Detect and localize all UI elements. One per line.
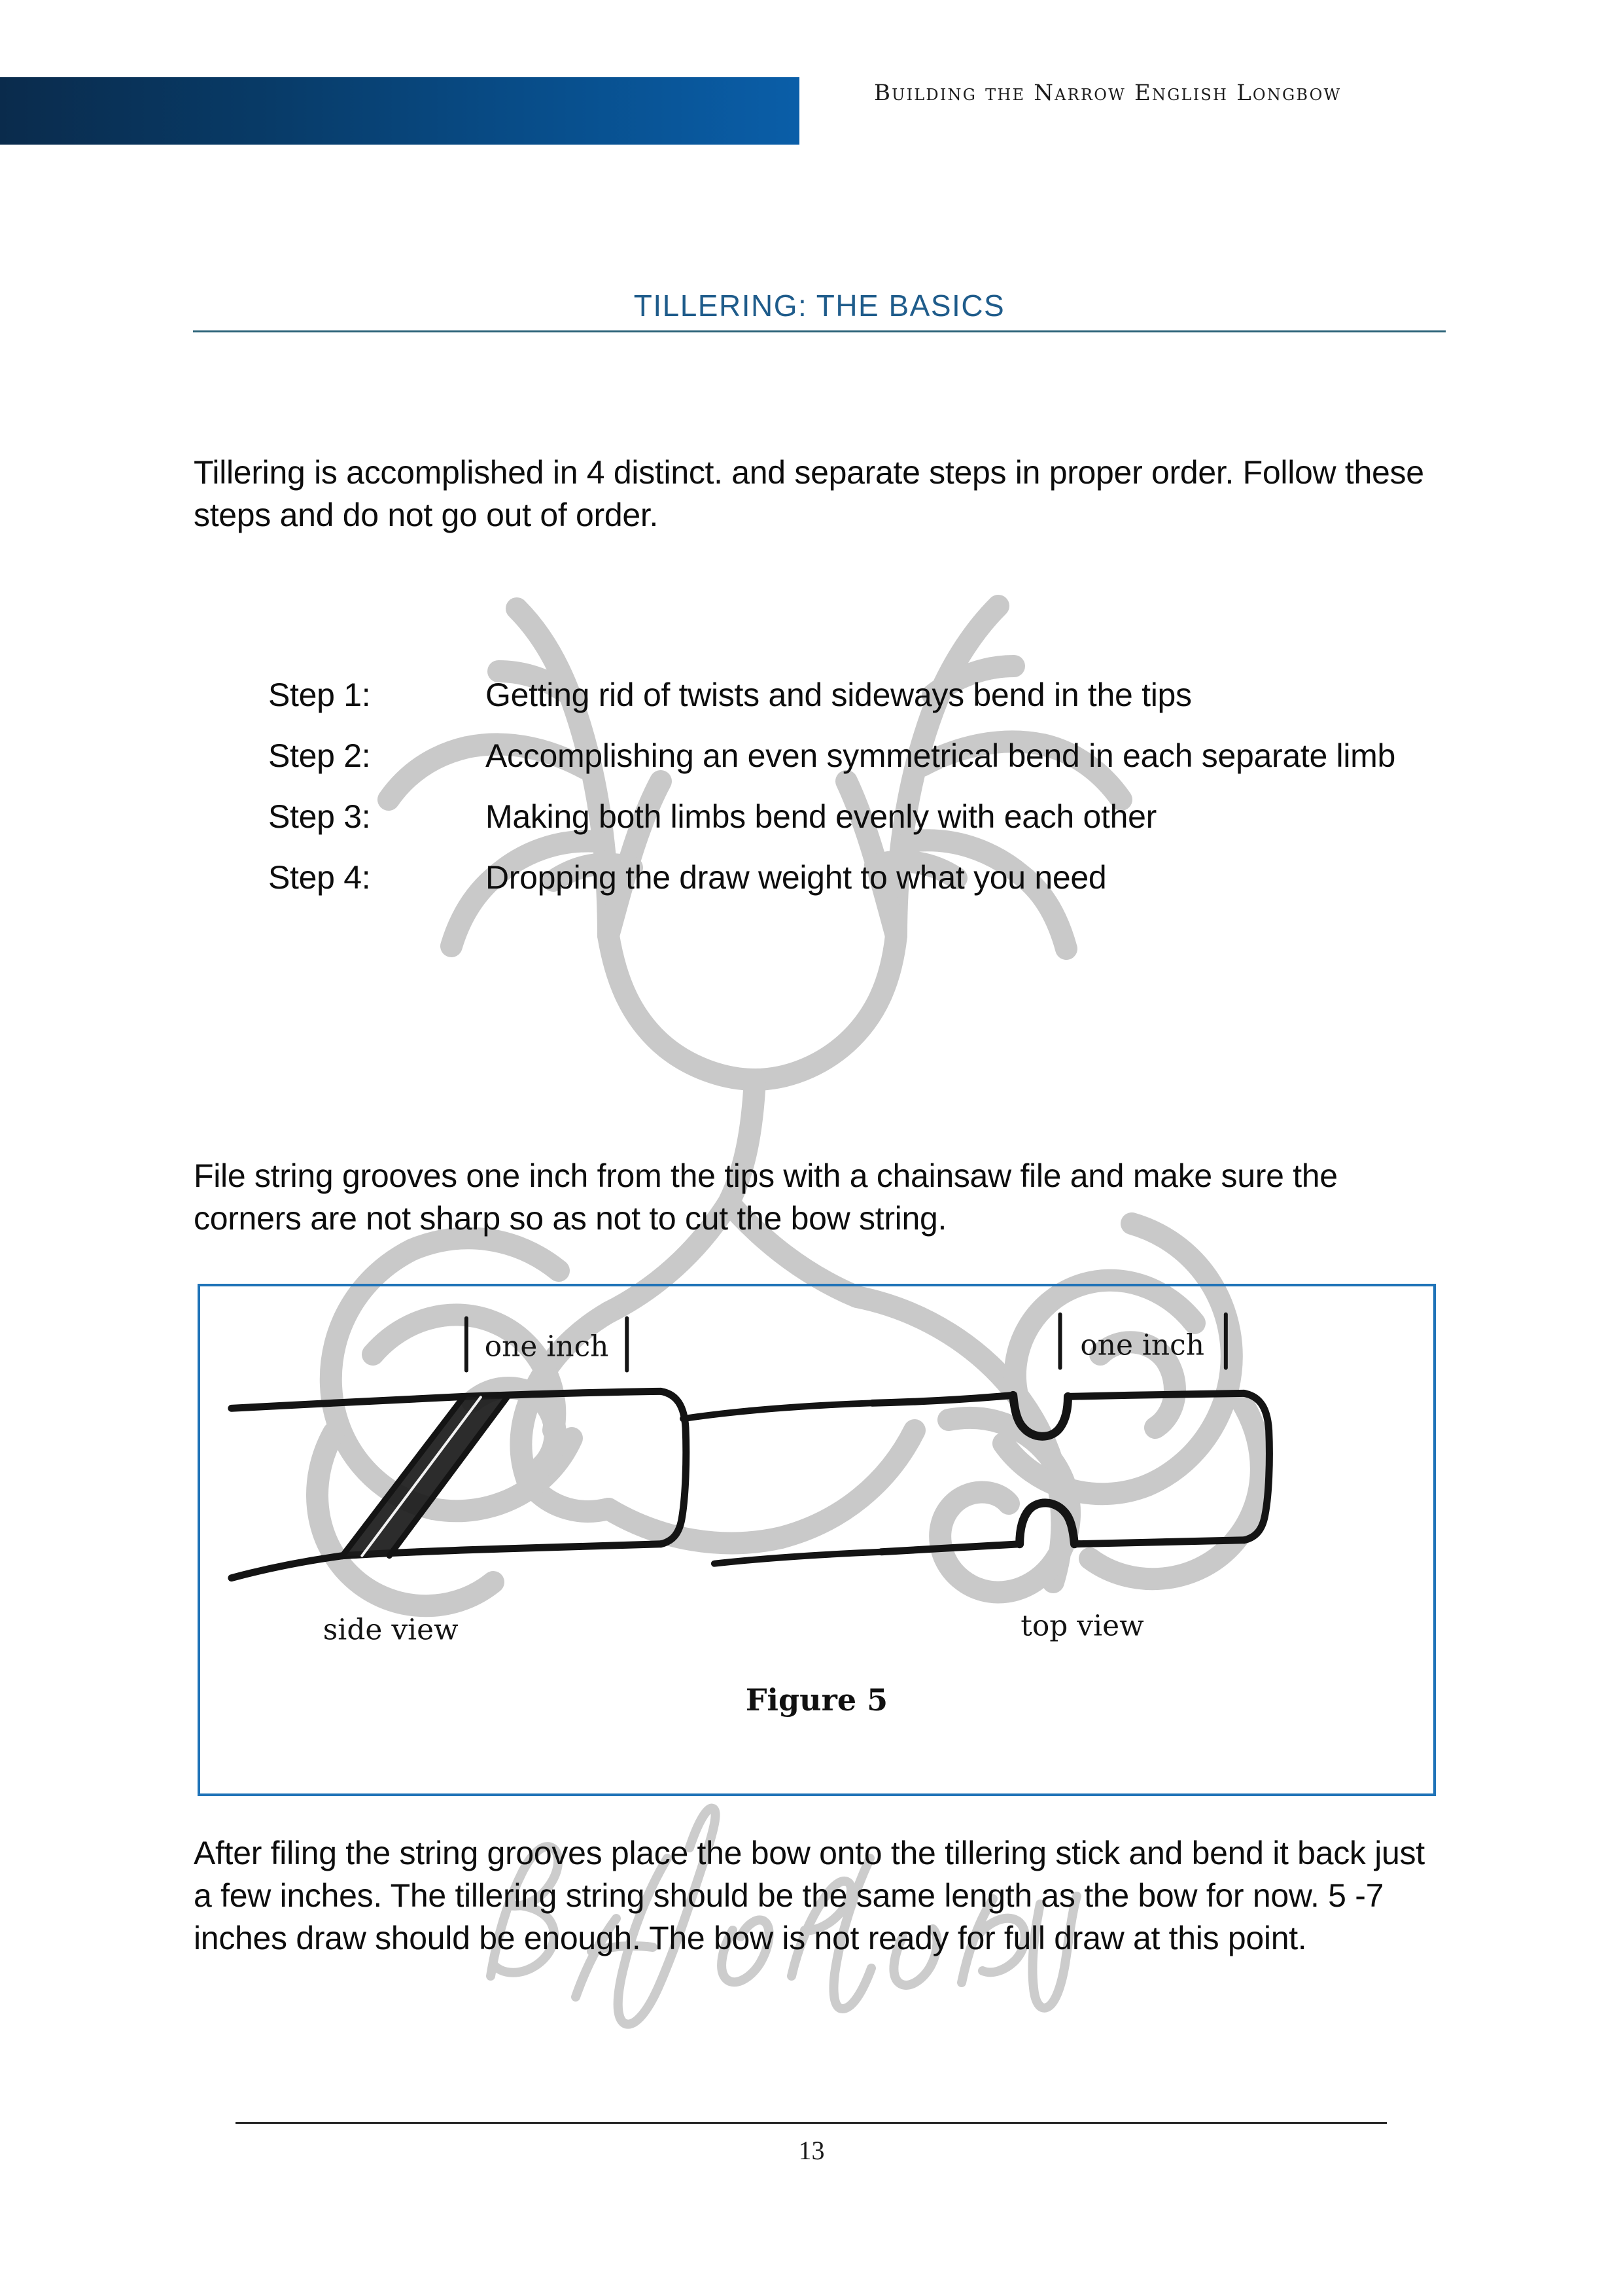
left-measure-label: one inch (484, 1330, 609, 1364)
list-item (268, 735, 1452, 777)
list-item (268, 674, 1452, 716)
right-measure-label: one inch (1080, 1328, 1205, 1362)
page-title: TILLERING: THE BASICS (633, 289, 1005, 323)
footer-divider (236, 2122, 1387, 2124)
intro-paragraph: Tillering is accomplished in 4 distinct. and separate steps in proper order. Follow these steps and do not go out of order. (194, 454, 1424, 533)
step-label: Step 2: (268, 737, 371, 774)
step-description: Accomplishing an even symmetrical bend in each separate limb (485, 737, 1396, 774)
closing-paragraph-block (194, 1832, 1450, 1960)
grooves-paragraph: File string grooves one inch from the tips with a chainsaw file and make sure the corners are not sharp so as not to cut the bow string. (194, 1157, 1338, 1237)
figure-caption: Figure 5 (745, 1682, 888, 1718)
step-description: Making both limbs bend evenly with each other (485, 798, 1157, 835)
running-header-title: Building the Narrow English Longbow (874, 80, 1342, 106)
closing-paragraph: After filing the string grooves place the bow onto the tillering stick and bend it back just a few inches. The tillering string should be the same length as the bow for now. 5 -7 inches draw should be enough. The bow is not ready for full draw at this point. (194, 1835, 1425, 1956)
step-description: Getting rid of twists and sideways bend in the tips (485, 677, 1192, 713)
right-view-label: top view (1021, 1609, 1144, 1643)
step-label: Step 4: (268, 859, 371, 896)
figure-5-container (198, 1284, 1436, 1796)
page-number: 13 (798, 2136, 825, 2165)
tillering-steps-list (268, 674, 1452, 917)
list-item (268, 857, 1452, 899)
grooves-paragraph-block (194, 1155, 1450, 1240)
step-label: Step 1: (268, 677, 371, 713)
step-label: Step 3: (268, 798, 371, 835)
header-accent-bar (0, 77, 799, 145)
title-divider (193, 330, 1446, 332)
list-item (268, 796, 1452, 838)
step-description: Dropping the draw weight to what you need (485, 859, 1107, 896)
figure-5-illustration (200, 1299, 1433, 1666)
intro-paragraph-block (194, 451, 1450, 537)
left-view-label: side view (323, 1613, 459, 1647)
